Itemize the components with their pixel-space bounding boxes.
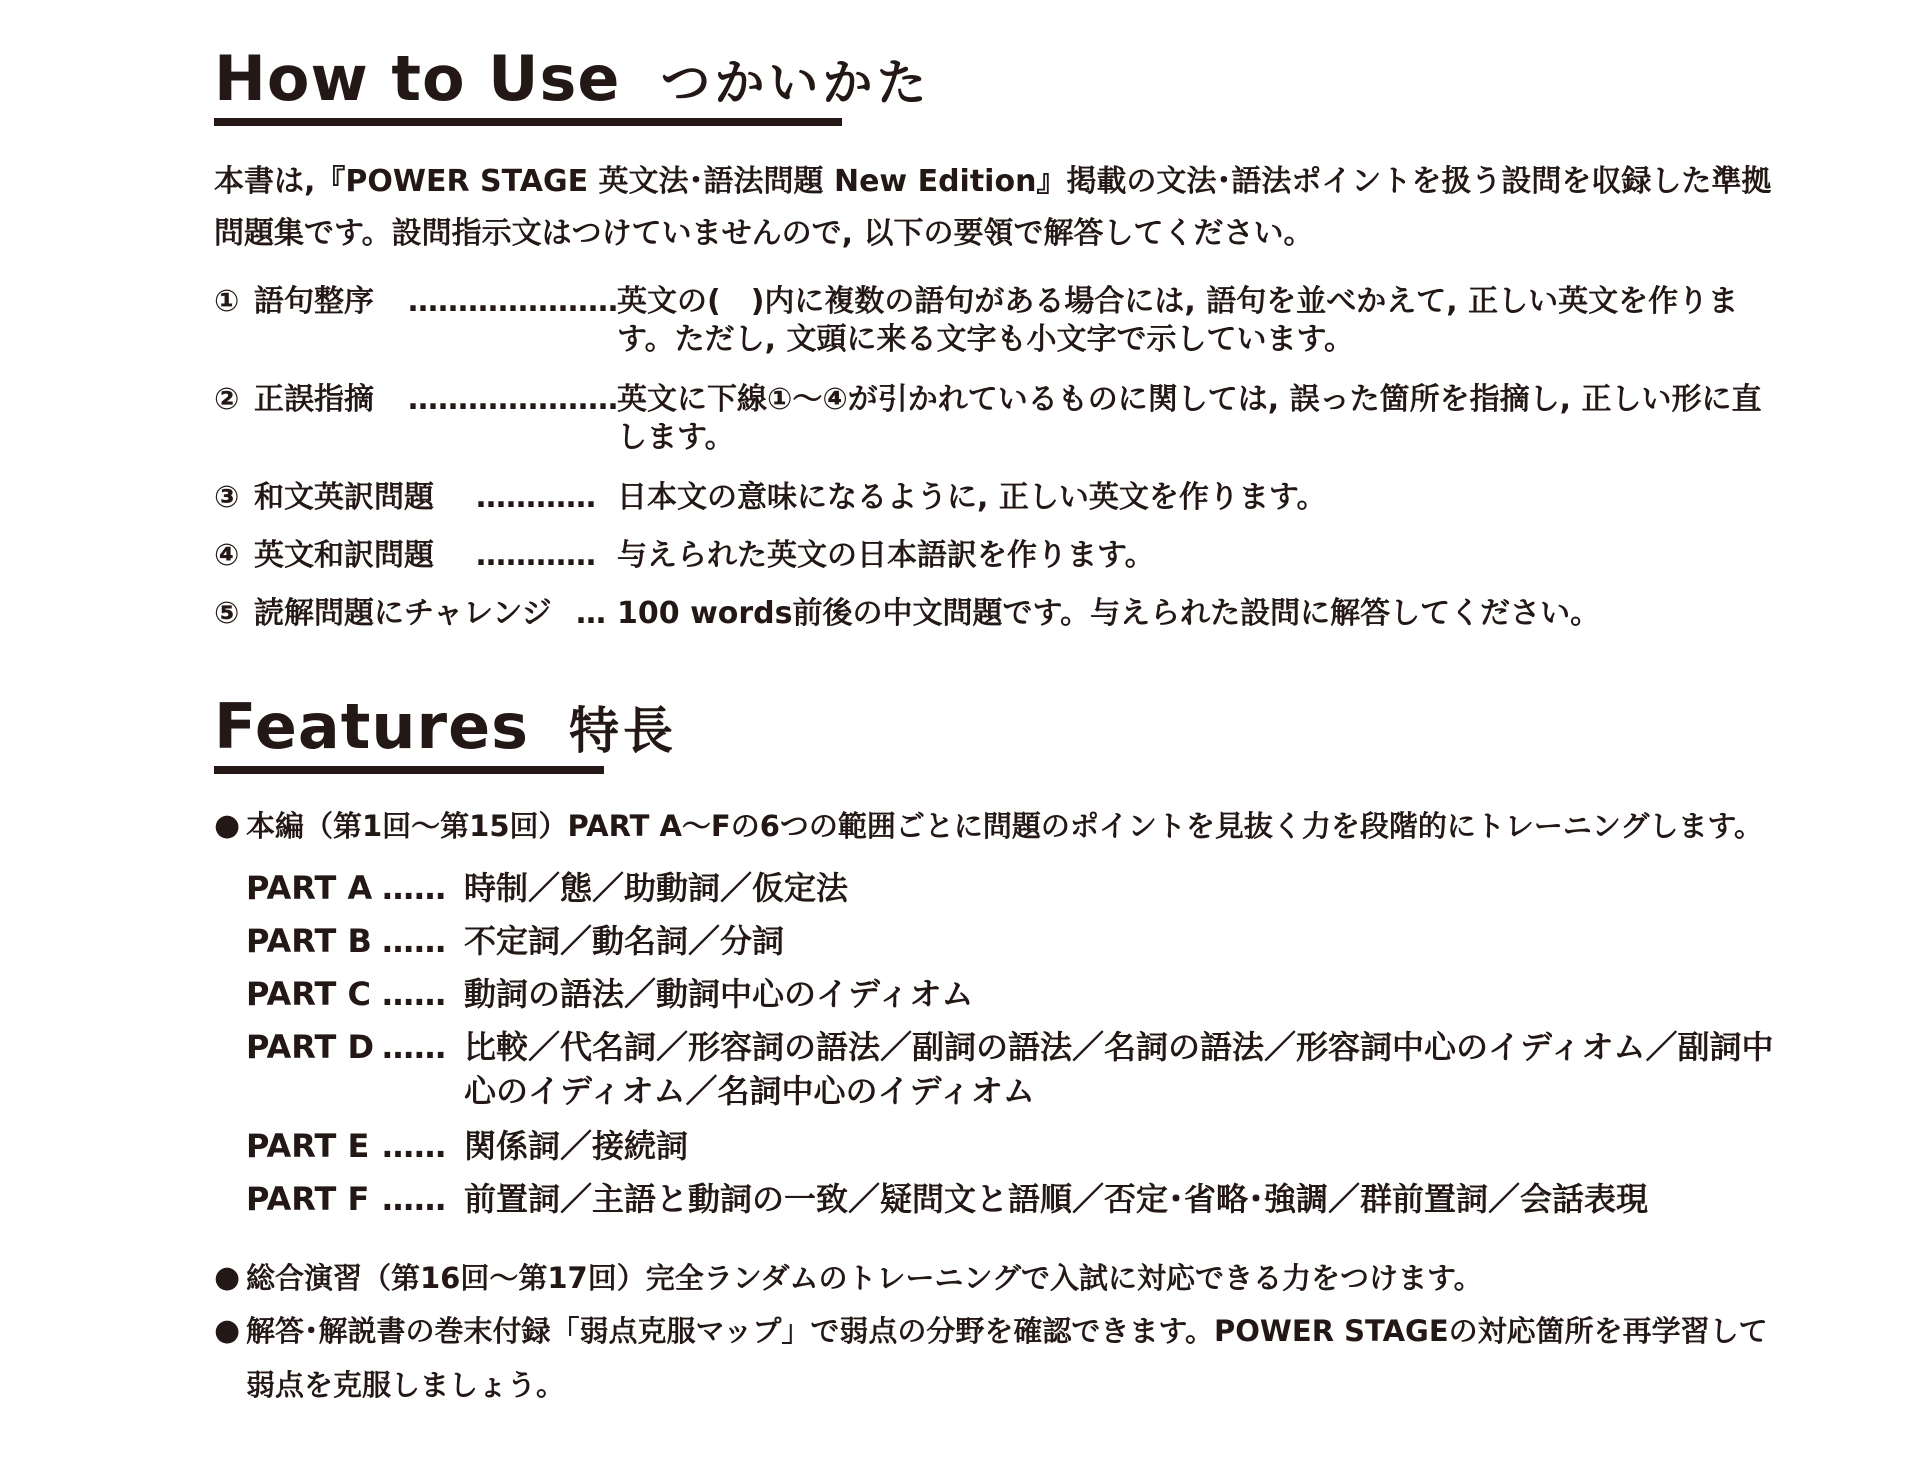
- method-number: ②: [214, 382, 240, 417]
- part-leader: ……: [382, 1180, 446, 1218]
- method-name: 語句整序: [254, 284, 374, 319]
- feature-text: 本編（第1回～第15回）PART A～Fの6つの範囲ごとに問題のポイントを見抜く力を段階的にトレーニングします。: [246, 809, 1764, 843]
- method-description: 英文の( )内に複数の語句がある場合には, 語句を並べかえて, 正しい英文を作ります。ただし, 文頭に来る文字も小文字で示しています。: [617, 284, 1739, 357]
- part-label: PART F: [246, 1180, 370, 1218]
- features-heading: [214, 690, 678, 774]
- method-name: 正誤指摘: [254, 382, 374, 417]
- feature-item-3: [214, 1304, 1784, 1412]
- part-content: 関係詞／接続詞: [464, 1127, 689, 1165]
- bullet-icon: ●: [214, 1260, 241, 1295]
- method-leader: …………………: [408, 382, 618, 417]
- part-leader: ……: [382, 1028, 446, 1066]
- how-to-use-intro: 本書は,『POWER STAGE 英文法･語法問題 New Edition』掲載の文法･語法ポイントを扱う設問を収録した準拠問題集です。設問指示文はつけていませんので, 以下の要領で解答してください。: [214, 164, 1772, 251]
- feature-item-1: [214, 799, 1784, 853]
- bullet-icon: ●: [214, 808, 241, 843]
- features-title-en: Features: [214, 690, 530, 763]
- method-number: ③: [214, 480, 240, 515]
- method-name: 英文和訳問題: [254, 538, 434, 573]
- method-name: 読解問題にチャレンジ: [254, 596, 552, 631]
- part-leader: ……: [382, 975, 446, 1013]
- part-leader: ……: [382, 922, 446, 960]
- part-label: PART C: [246, 975, 371, 1013]
- method-number: ①: [214, 284, 240, 319]
- feature-text: 解答･解説書の巻末付録「弱点克服マップ」で弱点の分野を確認できます。POWER STAGEの対応箇所を再学習して弱点を克服しましょう。: [246, 1314, 1768, 1402]
- method-description: 日本文の意味になるように, 正しい英文を作ります。: [617, 480, 1327, 515]
- method-leader: …………………: [408, 284, 618, 319]
- method-leader: …………: [476, 480, 596, 515]
- part-label: PART D: [246, 1028, 375, 1066]
- method-description: 与えられた英文の日本語訳を作ります。: [617, 538, 1155, 573]
- method-number: ⑤: [214, 596, 240, 631]
- part-label: PART A: [246, 869, 373, 907]
- part-leader: ……: [382, 1127, 446, 1165]
- how-to-use-title-en: How to Use: [214, 42, 621, 115]
- method-description: 100 words前後の中文問題です。与えられた設問に解答してください。: [617, 596, 1601, 631]
- part-content: 不定詞／動名詞／分詞: [464, 922, 785, 960]
- method-name: 和文英訳問題: [254, 480, 434, 515]
- how-to-use-heading: [214, 42, 931, 126]
- part-leader: ……: [382, 869, 446, 907]
- feature-item-2: [214, 1251, 1784, 1305]
- method-leader: …………: [476, 538, 596, 573]
- features-title-ja: 特長: [569, 702, 678, 760]
- part-label: PART E: [246, 1127, 370, 1165]
- bullet-icon: ●: [214, 1313, 241, 1348]
- method-leader: …: [576, 596, 606, 631]
- part-content: 前置詞／主語と動詞の一致／疑問文と語順／否定･省略･強調／群前置詞／会話表現: [464, 1180, 1649, 1218]
- how-to-use-title-ja: つかいかた: [660, 54, 931, 112]
- method-description: 英文に下線①～④が引かれているものに関しては, 誤った箇所を指摘し, 正しい形に直します。: [617, 382, 1762, 455]
- part-content: 時制／態／助動詞／仮定法: [464, 869, 849, 907]
- part-content: 比較／代名詞／形容詞の語法／副詞の語法／名詞の語法／形容詞中心のイディオム／副詞中心のイディオム／名詞中心のイディオム: [464, 1028, 1774, 1110]
- feature-text: 総合演習（第16回～第17回）完全ランダムのトレーニングで入試に対応できる力をつけます。: [246, 1261, 1483, 1295]
- method-number: ④: [214, 538, 240, 573]
- part-content: 動詞の語法／動詞中心のイディオム: [464, 975, 974, 1013]
- part-label: PART B: [246, 922, 372, 960]
